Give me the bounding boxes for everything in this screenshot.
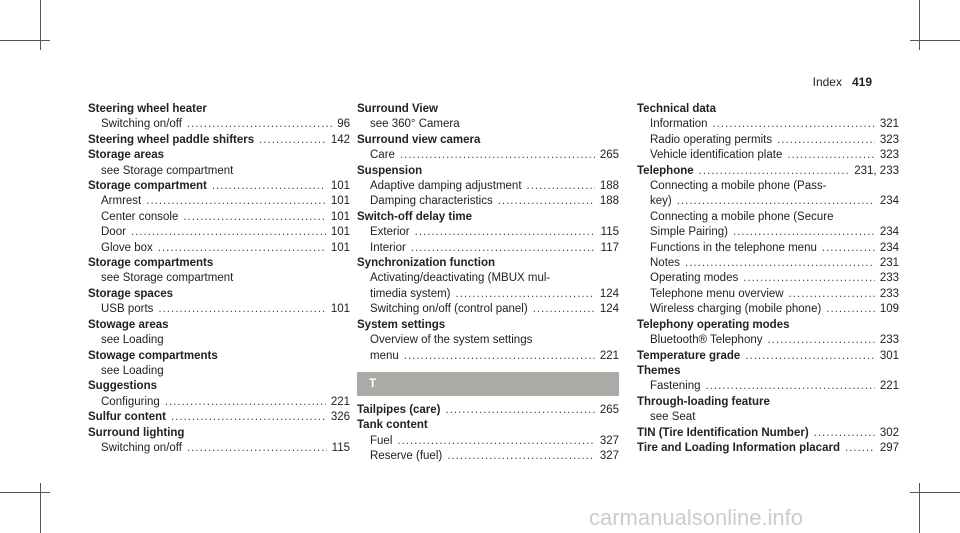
- entry-label: Suggestions: [88, 380, 158, 393]
- entry-label: see Seat: [650, 411, 696, 424]
- entry-label: Surround view camera: [357, 133, 481, 146]
- leader-dots: [822, 241, 875, 256]
- index-entry: [357, 418, 619, 433]
- page-link[interactable]: 109: [879, 303, 899, 316]
- entry-label: see Loading: [101, 364, 164, 377]
- entry-label: Overview of the system settings: [370, 334, 533, 347]
- page-link[interactable]: 234: [879, 226, 899, 239]
- index-entry: [88, 256, 350, 271]
- index-subentry: [88, 194, 350, 209]
- page-link[interactable]: 221: [599, 349, 619, 362]
- leader-dots: [826, 302, 875, 317]
- page-link[interactable]: 115: [331, 441, 350, 454]
- page-link[interactable]: 96: [337, 118, 350, 131]
- entry-label: Fuel: [370, 434, 393, 447]
- leader-dots: [777, 133, 875, 148]
- entry-label: see Storage compartment: [101, 164, 234, 177]
- page-link[interactable]: 327: [599, 450, 619, 463]
- entry-label: Themes: [637, 364, 681, 377]
- page-link[interactable]: 101: [330, 210, 350, 223]
- page-link[interactable]: 265: [599, 149, 619, 162]
- index-entry: [637, 102, 899, 117]
- index-reference: [88, 333, 350, 348]
- page-link[interactable]: 115: [600, 226, 619, 239]
- leader-dots: [158, 241, 326, 256]
- entry-label: Radio operating permits: [650, 133, 773, 146]
- index-entry: [357, 256, 619, 271]
- index-subentry: [357, 349, 619, 364]
- index-subentry: [637, 148, 899, 163]
- entry-label: Information: [650, 118, 708, 131]
- entry-label: see Loading: [101, 334, 164, 347]
- entry-label: Vehicle identification plate: [650, 149, 783, 162]
- index-entry: [88, 148, 350, 163]
- leader-dots: [713, 117, 875, 132]
- entry-label: Activating/deactivating (MBUX mul-: [370, 272, 551, 285]
- entry-label: key): [650, 195, 672, 208]
- leader-dots: [397, 434, 594, 449]
- crop-mark: [910, 40, 960, 41]
- leader-dots: [733, 225, 875, 240]
- index-subentry: [637, 225, 899, 240]
- page-link[interactable]: 221: [330, 395, 350, 408]
- index-subentry: [637, 133, 899, 148]
- entry-label: Surround lighting: [88, 426, 185, 439]
- index-subentry: [637, 287, 899, 302]
- index-subentry: [88, 395, 350, 410]
- leader-dots: [767, 333, 874, 348]
- entry-label: Center console: [101, 210, 179, 223]
- entry-label: Storage compartment: [88, 180, 207, 193]
- entry-label: Functions in the telephone menu: [650, 241, 817, 254]
- index-entry: [88, 102, 350, 117]
- entry-label: Reserve (fuel): [370, 450, 443, 463]
- page-link[interactable]: 233: [879, 272, 899, 285]
- entry-label: see 360° Camera: [370, 118, 460, 131]
- entry-label: Tire and Loading Information placard: [637, 441, 840, 454]
- entry-label: Technical data: [637, 103, 717, 115]
- entry-label: Wireless charging (mobile phone): [650, 303, 822, 316]
- entry-label: Connecting a mobile phone (Pass-: [650, 180, 827, 193]
- index-entry: [357, 102, 619, 117]
- entry-label: Tank content: [357, 419, 428, 432]
- leader-dots: [404, 349, 595, 364]
- page-number: 419: [851, 75, 872, 89]
- page-link[interactable]: 234: [879, 195, 899, 208]
- entry-label: TIN (Tire Identification Number): [637, 426, 809, 439]
- index-entry: [637, 349, 899, 364]
- leader-dots: [171, 410, 326, 425]
- page-link[interactable]: 124: [599, 303, 619, 316]
- leader-dots: [165, 395, 326, 410]
- index-entry: [357, 210, 619, 225]
- leader-dots: [685, 256, 875, 271]
- index-subentry: [637, 194, 899, 209]
- index-reference: [357, 333, 619, 348]
- index-entry: [637, 318, 899, 333]
- leader-dots: [456, 287, 595, 302]
- index-subentry: [637, 117, 899, 132]
- index-entry: [357, 133, 619, 148]
- entry-label: Temperature grade: [637, 349, 741, 362]
- entry-label: Switching on/off (control panel): [370, 303, 528, 316]
- page-link[interactable]: 231: [879, 257, 899, 270]
- index-entry: [357, 403, 619, 418]
- index-entry: [88, 410, 350, 425]
- index-entry: [88, 179, 350, 194]
- entry-label: Sulfur content: [88, 411, 166, 424]
- leader-dots: [415, 225, 596, 240]
- leader-dots: [146, 194, 326, 209]
- entry-label: Telephone: [637, 164, 694, 177]
- entry-label: Surround View: [357, 103, 438, 115]
- index-entry: [88, 426, 350, 441]
- index-entry: [88, 133, 350, 148]
- index-entry: [357, 318, 619, 333]
- page-link[interactable]: 301: [879, 349, 899, 362]
- entry-label: Tailpipes (care): [357, 403, 441, 416]
- index-subentry: [357, 179, 619, 194]
- entry-label: Storage compartments: [88, 257, 214, 270]
- leader-dots: [187, 441, 327, 456]
- index-subentry: [637, 241, 899, 256]
- page-link[interactable]: 326: [330, 411, 350, 424]
- index-subentry: [88, 241, 350, 256]
- entry-label: Interior: [370, 241, 406, 254]
- entry-label: System settings: [357, 318, 446, 331]
- entry-label: Switching on/off: [101, 441, 182, 454]
- leader-dots: [400, 148, 595, 163]
- index-entry: [88, 379, 350, 394]
- entry-label: Armrest: [101, 195, 142, 208]
- index-subentry: [357, 287, 619, 302]
- entry-label: Telephone menu overview: [650, 287, 784, 300]
- index-entry: [88, 349, 350, 364]
- entry-label: Care: [370, 149, 395, 162]
- leader-dots: [789, 287, 875, 302]
- index-reference: [637, 410, 899, 425]
- entry-label: Notes: [650, 257, 681, 270]
- entry-label: Connecting a mobile phone (Secure: [650, 210, 834, 223]
- crop-mark: [40, 0, 41, 50]
- leader-dots: [183, 210, 325, 225]
- leader-dots: [677, 194, 875, 209]
- index-subentry: [88, 117, 350, 132]
- entry-label: Stowage areas: [88, 318, 169, 331]
- entry-label: Telephony operating modes: [637, 318, 790, 331]
- leader-dots: [745, 349, 874, 364]
- index-column-1: [88, 102, 350, 456]
- page-link[interactable]: 323: [879, 133, 899, 146]
- entry-label: timedia system): [370, 287, 451, 300]
- index-entry: [88, 287, 350, 302]
- entry-label: Fastening: [650, 380, 701, 393]
- entry-label: Stowage compartments: [88, 349, 218, 362]
- index-entry: [637, 441, 899, 456]
- index-entry: [637, 364, 899, 379]
- index-column-2: [357, 102, 619, 465]
- index-subentry: [357, 241, 619, 256]
- page-link[interactable]: 321: [879, 118, 899, 131]
- entry-label: Simple Pairing): [650, 226, 728, 239]
- page-link[interactable]: 327: [599, 434, 619, 447]
- index-subentry: [357, 225, 619, 240]
- entry-label: Bluetooth® Telephony: [650, 334, 763, 347]
- index-subentry: [88, 210, 350, 225]
- leader-dots: [533, 302, 595, 317]
- index-reference: [637, 210, 899, 225]
- leader-dots: [158, 302, 325, 317]
- index-reference: [88, 271, 350, 286]
- index-reference: [357, 271, 619, 286]
- page-link[interactable]: 101: [330, 180, 350, 193]
- index-entry: [357, 164, 619, 179]
- entry-label: USB ports: [101, 303, 154, 316]
- index-subentry: [637, 333, 899, 348]
- leader-dots: [187, 117, 332, 132]
- entry-label: Storage areas: [88, 149, 165, 162]
- page-link[interactable]: 101: [330, 195, 350, 208]
- leader-dots: [447, 449, 595, 464]
- leader-dots: [527, 179, 595, 194]
- entry-label: Configuring: [101, 395, 160, 408]
- section-title: Index: [812, 75, 842, 89]
- page-link[interactable]: 142: [330, 133, 350, 146]
- page-link[interactable]: 297: [879, 441, 899, 454]
- index-subentry: [357, 302, 619, 317]
- leader-dots: [699, 164, 850, 179]
- index-entry: [637, 395, 899, 410]
- page-link[interactable]: 188: [599, 195, 619, 208]
- page-link[interactable]: 233: [879, 334, 899, 347]
- entry-label: Switching on/off: [101, 118, 182, 131]
- index-subentry: [357, 194, 619, 209]
- entry-label: Steering wheel paddle shifters: [88, 133, 255, 146]
- index-subentry: [357, 148, 619, 163]
- page-link[interactable]: 221: [879, 380, 899, 393]
- index-reference: [88, 164, 350, 179]
- entry-label: Storage spaces: [88, 287, 174, 300]
- index-entry: [637, 164, 899, 179]
- index-subentry: [88, 441, 350, 456]
- index-reference: [637, 179, 899, 194]
- leader-dots: [446, 403, 595, 418]
- crop-mark: [0, 40, 50, 41]
- crop-mark: [919, 483, 920, 533]
- index-subentry: [357, 434, 619, 449]
- leader-dots: [411, 241, 596, 256]
- page-link[interactable]: 233: [879, 287, 899, 300]
- index-subentry: [637, 302, 899, 317]
- leader-dots: [845, 441, 875, 456]
- page-link[interactable]: 234: [879, 241, 899, 254]
- index-reference: [357, 117, 619, 132]
- entry-label: Damping characteristics: [370, 195, 493, 208]
- index-subentry: [88, 225, 350, 240]
- entry-label: Glove box: [101, 241, 153, 254]
- page-header: [813, 75, 872, 89]
- entry-label: Suspension: [357, 164, 423, 177]
- index-reference: [88, 364, 350, 379]
- entry-label: see Storage compartment: [101, 272, 234, 285]
- crop-mark: [40, 483, 41, 533]
- leader-dots: [212, 179, 326, 194]
- index-subentry: [637, 379, 899, 394]
- page-link[interactable]: 124: [599, 287, 619, 300]
- page-link[interactable]: 101: [330, 241, 350, 254]
- leader-dots: [498, 194, 595, 209]
- page-link[interactable]: 265: [599, 403, 619, 416]
- index-subentry: [357, 449, 619, 464]
- crop-mark: [910, 492, 960, 493]
- leader-dots: [743, 271, 875, 286]
- index-column-3: [637, 102, 899, 456]
- entry-label: Adaptive damping adjustment: [370, 180, 522, 193]
- index-entry: [88, 318, 350, 333]
- leader-dots: [814, 426, 875, 441]
- index-subentry: [637, 256, 899, 271]
- entry-label: Operating modes: [650, 272, 739, 285]
- page-link[interactable]: 101: [330, 226, 350, 239]
- index-entry: [637, 426, 899, 441]
- entry-label: Door: [101, 226, 126, 239]
- entry-label: Through-loading feature: [637, 395, 770, 408]
- entry-label: Exterior: [370, 226, 410, 239]
- entry-label: Steering wheel heater: [88, 103, 207, 115]
- entry-label: Synchronization function: [357, 257, 495, 270]
- entry-label: Switch-off delay time: [357, 210, 473, 223]
- index-subentry: [88, 302, 350, 317]
- leader-dots: [259, 133, 326, 148]
- page-link[interactable]: 302: [879, 426, 899, 439]
- crop-mark: [919, 0, 920, 50]
- page-link[interactable]: 231, 233: [854, 164, 899, 177]
- page-link[interactable]: 188: [599, 180, 619, 193]
- leader-dots: [787, 148, 874, 163]
- page-link[interactable]: 101: [330, 303, 350, 316]
- entry-label: menu: [370, 349, 399, 362]
- crop-mark: [0, 492, 50, 493]
- leader-dots: [131, 225, 326, 240]
- page-link[interactable]: 323: [879, 149, 899, 162]
- page-link[interactable]: 117: [600, 241, 619, 254]
- section-letter: T: [357, 372, 619, 396]
- leader-dots: [706, 379, 875, 394]
- watermark: carmanualsonline.info: [589, 505, 804, 530]
- index-subentry: [637, 271, 899, 286]
